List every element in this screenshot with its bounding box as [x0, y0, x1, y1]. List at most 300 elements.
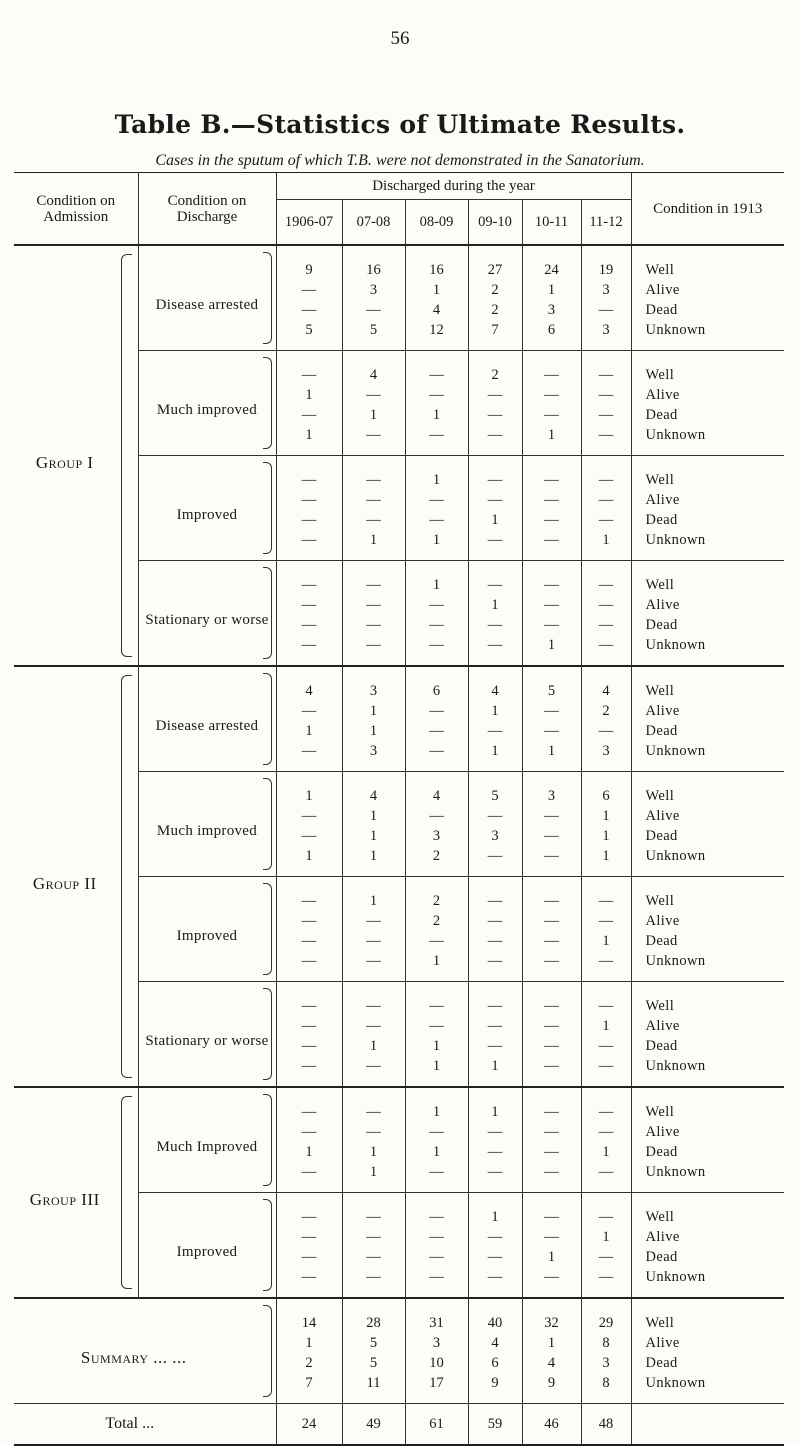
- total-value: 46: [522, 1404, 581, 1446]
- year-value: —: [276, 615, 342, 635]
- year-value: 2: [405, 846, 468, 877]
- year-value: —: [342, 425, 405, 456]
- year-value: —: [276, 280, 342, 300]
- year-value: —: [522, 1056, 581, 1087]
- year-value: 1: [276, 721, 342, 741]
- year-header: 08-09: [405, 200, 468, 246]
- year-value: —: [581, 721, 631, 741]
- year-value: 4: [342, 351, 405, 386]
- year-value: 2: [405, 877, 468, 912]
- year-value: —: [405, 1162, 468, 1193]
- year-value: 1: [405, 1036, 468, 1056]
- condition-text: Much Improved: [156, 1139, 258, 1155]
- year-value: 1: [522, 1247, 581, 1267]
- condition-1913-value: Unknown: [631, 1162, 784, 1193]
- year-value: —: [468, 530, 522, 561]
- year-value: —: [581, 595, 631, 615]
- summary-value: 11: [342, 1373, 405, 1404]
- discharge-condition-label: [138, 561, 276, 667]
- year-value: 1: [405, 1056, 468, 1087]
- summary-status: Unknown: [631, 1373, 784, 1404]
- summary-value: 31: [405, 1298, 468, 1333]
- condition-1913-value: Well: [631, 982, 784, 1017]
- total-value: 49: [342, 1404, 405, 1446]
- total-row: [14, 1404, 784, 1446]
- year-value: —: [468, 425, 522, 456]
- summary-value: 9: [522, 1373, 581, 1404]
- condition-text: Disease arrested: [155, 718, 259, 734]
- discharge-condition-label: [138, 666, 276, 772]
- year-value: 5: [342, 320, 405, 351]
- year-value: —: [342, 561, 405, 596]
- condition-1913-value: Well: [631, 1193, 784, 1228]
- summary-status: Well: [631, 1298, 784, 1333]
- summary-status: Alive: [631, 1333, 784, 1353]
- year-value: —: [581, 405, 631, 425]
- group-label: [14, 666, 138, 1087]
- year-value: —: [405, 615, 468, 635]
- year-value: —: [276, 490, 342, 510]
- year-value: 1: [405, 1087, 468, 1122]
- summary-value: 28: [342, 1298, 405, 1333]
- year-value: —: [522, 615, 581, 635]
- year-value: —: [468, 385, 522, 405]
- year-value: 5: [276, 320, 342, 351]
- year-value: —: [405, 1267, 468, 1298]
- year-value: —: [405, 1247, 468, 1267]
- year-value: —: [468, 490, 522, 510]
- year-value: —: [276, 1016, 342, 1036]
- year-value: 1: [468, 595, 522, 615]
- summary-value: 1: [522, 1333, 581, 1353]
- year-value: —: [581, 1122, 631, 1142]
- year-value: —: [522, 846, 581, 877]
- summary-label: [14, 1298, 276, 1404]
- year-value: 1: [342, 1142, 405, 1162]
- year-value: —: [522, 701, 581, 721]
- year-value: —: [276, 530, 342, 561]
- year-value: 1: [342, 701, 405, 721]
- year-value: —: [342, 951, 405, 982]
- condition-1913-value: Unknown: [631, 635, 784, 666]
- group-label: [14, 245, 138, 666]
- condition-1913-value: Unknown: [631, 951, 784, 982]
- condition-1913-value: Alive: [631, 806, 784, 826]
- condition-1913-value: Alive: [631, 1122, 784, 1142]
- year-value: —: [581, 1267, 631, 1298]
- year-value: —: [405, 385, 468, 405]
- year-value: 27: [468, 245, 522, 280]
- year-value: —: [342, 385, 405, 405]
- summary-value: 17: [405, 1373, 468, 1404]
- year-value: —: [522, 931, 581, 951]
- year-value: —: [522, 595, 581, 615]
- year-value: —: [522, 490, 581, 510]
- year-value: —: [276, 595, 342, 615]
- year-value: —: [276, 510, 342, 530]
- condition-1913-value: Alive: [631, 1227, 784, 1247]
- year-value: —: [342, 510, 405, 530]
- year-value: 1: [581, 1016, 631, 1036]
- discharge-condition-label: [138, 245, 276, 351]
- year-value: —: [342, 1267, 405, 1298]
- year-value: —: [276, 741, 342, 772]
- year-value: —: [522, 510, 581, 530]
- year-value: —: [405, 721, 468, 741]
- condition-1913-value: Alive: [631, 595, 784, 615]
- year-value: —: [276, 982, 342, 1017]
- year-value: —: [468, 806, 522, 826]
- condition-text: Improved: [176, 507, 238, 523]
- year-value: —: [405, 701, 468, 721]
- year-value: —: [276, 300, 342, 320]
- summary-row: [14, 1298, 784, 1333]
- year-value: 1: [405, 405, 468, 425]
- year-value: —: [581, 385, 631, 405]
- section-brace: [263, 778, 272, 870]
- year-value: —: [522, 1267, 581, 1298]
- year-value: —: [522, 1193, 581, 1228]
- year-value: —: [581, 456, 631, 491]
- year-value: —: [522, 982, 581, 1017]
- section-brace: [263, 988, 272, 1080]
- year-value: 24: [522, 245, 581, 280]
- year-value: 3: [468, 826, 522, 846]
- year-value: —: [342, 490, 405, 510]
- year-value: 3: [342, 280, 405, 300]
- year-value: —: [468, 456, 522, 491]
- section-brace: [263, 883, 272, 975]
- condition-1913-value: Unknown: [631, 846, 784, 877]
- year-value: —: [276, 561, 342, 596]
- condition-1913-value: Well: [631, 772, 784, 807]
- year-value: 1: [405, 530, 468, 561]
- year-value: 1: [342, 877, 405, 912]
- year-value: 1: [405, 561, 468, 596]
- summary-value: 4: [468, 1333, 522, 1353]
- year-value: —: [342, 595, 405, 615]
- year-value: —: [342, 1227, 405, 1247]
- year-value: —: [581, 1087, 631, 1122]
- year-value: —: [468, 1227, 522, 1247]
- year-value: —: [276, 1162, 342, 1193]
- section-brace: [263, 567, 272, 659]
- year-value: —: [581, 911, 631, 931]
- year-value: —: [276, 1267, 342, 1298]
- condition-1913-value: Dead: [631, 931, 784, 951]
- condition-1913-value: Dead: [631, 1036, 784, 1056]
- year-value: 4: [342, 772, 405, 807]
- year-value: 1: [581, 846, 631, 877]
- table-row: [14, 666, 784, 701]
- year-header: 1906-07: [276, 200, 342, 246]
- year-value: —: [405, 595, 468, 615]
- condition-1913-value: Unknown: [631, 1056, 784, 1087]
- year-value: 1: [276, 846, 342, 877]
- header-condition-1913: Condition in 1913: [631, 173, 784, 245]
- summary-value: 2: [276, 1353, 342, 1373]
- year-value: —: [581, 1162, 631, 1193]
- year-value: —: [276, 826, 342, 846]
- condition-1913-value: Unknown: [631, 741, 784, 772]
- condition-1913-value: Alive: [631, 280, 784, 300]
- year-value: 1: [581, 1227, 631, 1247]
- group-name: Group I: [35, 452, 94, 472]
- summary-brace: [263, 1305, 272, 1397]
- year-value: 1: [522, 741, 581, 772]
- year-value: —: [342, 456, 405, 491]
- year-value: —: [276, 1122, 342, 1142]
- year-value: 4: [405, 772, 468, 807]
- section-brace: [263, 673, 272, 765]
- year-value: 9: [276, 245, 342, 280]
- condition-1913-value: Dead: [631, 300, 784, 320]
- year-value: 16: [405, 245, 468, 280]
- year-value: —: [581, 1036, 631, 1056]
- year-value: —: [522, 951, 581, 982]
- year-value: —: [522, 911, 581, 931]
- year-value: 1: [405, 1142, 468, 1162]
- year-value: 1: [468, 510, 522, 530]
- summary-value: 8: [581, 1333, 631, 1353]
- table-row: [14, 1087, 784, 1122]
- discharge-condition-label: [138, 877, 276, 982]
- year-value: —: [342, 1122, 405, 1142]
- discharge-condition-label: [138, 456, 276, 561]
- year-value: —: [522, 1122, 581, 1142]
- year-value: —: [342, 1056, 405, 1087]
- year-value: 1: [581, 806, 631, 826]
- year-value: 1: [342, 806, 405, 826]
- table-subtitle: Cases in the sputum of which T.B. were not demonstrated in the Sanatorium.: [155, 152, 645, 169]
- year-value: —: [522, 530, 581, 561]
- year-value: —: [522, 351, 581, 386]
- year-value: 1: [468, 1087, 522, 1122]
- year-value: —: [581, 877, 631, 912]
- condition-1913-value: Dead: [631, 405, 784, 425]
- year-value: —: [581, 1247, 631, 1267]
- year-value: —: [405, 510, 468, 530]
- year-value: 1: [581, 530, 631, 561]
- condition-1913-value: Unknown: [631, 1267, 784, 1298]
- total-empty: [631, 1404, 784, 1446]
- year-value: —: [342, 931, 405, 951]
- year-value: —: [581, 300, 631, 320]
- summary-value: 7: [276, 1373, 342, 1404]
- summary-text: Summary ... ...: [80, 1348, 187, 1367]
- condition-1913-value: Unknown: [631, 425, 784, 456]
- year-value: 1: [342, 1162, 405, 1193]
- summary-value: 9: [468, 1373, 522, 1404]
- year-value: 2: [468, 280, 522, 300]
- statistics-table: [14, 172, 784, 1446]
- year-value: —: [276, 931, 342, 951]
- total-value: 61: [405, 1404, 468, 1446]
- year-value: —: [522, 385, 581, 405]
- summary-value: 6: [468, 1353, 522, 1373]
- year-value: 1: [468, 741, 522, 772]
- year-value: —: [276, 1056, 342, 1087]
- summary-value: 29: [581, 1298, 631, 1333]
- year-value: —: [522, 1016, 581, 1036]
- year-value: 1: [276, 1142, 342, 1162]
- group-brace: [121, 1096, 132, 1289]
- header-discharged-during: Discharged during the year: [276, 173, 631, 200]
- year-value: —: [342, 1087, 405, 1122]
- year-value: —: [522, 561, 581, 596]
- year-value: —: [276, 1227, 342, 1247]
- summary-value: 32: [522, 1298, 581, 1333]
- year-value: —: [276, 635, 342, 666]
- year-value: —: [581, 982, 631, 1017]
- condition-text: Disease arrested: [155, 297, 259, 313]
- summary-value: 4: [522, 1353, 581, 1373]
- year-value: —: [581, 490, 631, 510]
- year-value: 2: [405, 911, 468, 931]
- section-brace: [263, 1094, 272, 1186]
- year-value: —: [468, 846, 522, 877]
- year-value: —: [276, 1193, 342, 1228]
- year-value: 16: [342, 245, 405, 280]
- year-value: 1: [522, 280, 581, 300]
- year-value: 6: [405, 666, 468, 701]
- year-value: —: [581, 1056, 631, 1087]
- summary-value: 10: [405, 1353, 468, 1373]
- year-value: 2: [468, 300, 522, 320]
- table-title: Table B.—Statistics of Ultimate Results.: [114, 110, 686, 139]
- year-value: 1: [342, 721, 405, 741]
- year-value: —: [581, 1193, 631, 1228]
- year-header: 11-12: [581, 200, 631, 246]
- condition-1913-value: Alive: [631, 1016, 784, 1036]
- header-admission: Condition on Admission: [36, 192, 116, 225]
- year-value: —: [522, 1142, 581, 1162]
- year-value: 12: [405, 320, 468, 351]
- total-value: 24: [276, 1404, 342, 1446]
- year-value: 1: [342, 846, 405, 877]
- year-value: —: [581, 425, 631, 456]
- discharge-condition-label: [138, 1193, 276, 1299]
- year-value: 3: [522, 300, 581, 320]
- year-value: —: [342, 1016, 405, 1036]
- year-value: 7: [468, 320, 522, 351]
- condition-1913-value: Unknown: [631, 320, 784, 351]
- year-value: —: [522, 806, 581, 826]
- year-value: —: [276, 1087, 342, 1122]
- page-number: 56: [390, 28, 410, 49]
- year-value: 4: [405, 300, 468, 320]
- year-value: —: [522, 877, 581, 912]
- year-value: —: [405, 490, 468, 510]
- year-value: —: [581, 615, 631, 635]
- group-name: Group III: [29, 1189, 100, 1209]
- year-value: —: [522, 1036, 581, 1056]
- year-value: —: [522, 456, 581, 491]
- year-value: —: [581, 561, 631, 596]
- year-value: 4: [581, 666, 631, 701]
- year-value: 1: [468, 1056, 522, 1087]
- year-value: —: [468, 911, 522, 931]
- year-value: —: [405, 806, 468, 826]
- condition-1913-value: Alive: [631, 385, 784, 405]
- year-value: —: [405, 351, 468, 386]
- condition-1913-value: Well: [631, 877, 784, 912]
- condition-text: Stationary or worse: [145, 1033, 269, 1049]
- year-value: —: [405, 1122, 468, 1142]
- condition-1913-value: Alive: [631, 911, 784, 931]
- group-brace: [121, 675, 132, 1078]
- year-header: 07-08: [342, 200, 405, 246]
- condition-text: Much improved: [156, 823, 258, 839]
- summary-value: 5: [342, 1333, 405, 1353]
- year-value: —: [468, 1016, 522, 1036]
- year-value: —: [342, 1193, 405, 1228]
- year-value: —: [405, 1016, 468, 1036]
- year-value: 4: [276, 666, 342, 701]
- year-value: 1: [405, 951, 468, 982]
- year-value: —: [581, 635, 631, 666]
- year-value: —: [342, 615, 405, 635]
- year-value: 1: [276, 772, 342, 807]
- year-value: —: [276, 1247, 342, 1267]
- year-value: 19: [581, 245, 631, 280]
- summary-value: 40: [468, 1298, 522, 1333]
- discharge-condition-label: [138, 982, 276, 1088]
- year-value: —: [405, 931, 468, 951]
- year-value: —: [468, 1267, 522, 1298]
- year-value: 3: [342, 666, 405, 701]
- year-value: —: [276, 877, 342, 912]
- year-value: —: [276, 911, 342, 931]
- year-value: —: [276, 405, 342, 425]
- year-value: —: [468, 405, 522, 425]
- year-value: 1: [342, 405, 405, 425]
- group-brace: [121, 254, 132, 657]
- year-value: —: [405, 741, 468, 772]
- year-value: 5: [468, 772, 522, 807]
- year-value: 1: [405, 280, 468, 300]
- year-value: 2: [581, 701, 631, 721]
- year-value: —: [276, 806, 342, 826]
- year-value: —: [342, 1247, 405, 1267]
- group-name: Group II: [32, 873, 97, 893]
- year-value: —: [581, 351, 631, 386]
- year-value: —: [342, 911, 405, 931]
- condition-1913-value: Well: [631, 666, 784, 701]
- year-value: 3: [342, 741, 405, 772]
- year-value: 3: [581, 320, 631, 351]
- summary-status: Dead: [631, 1353, 784, 1373]
- year-value: —: [405, 635, 468, 666]
- summary-value: 3: [405, 1333, 468, 1353]
- year-value: —: [581, 510, 631, 530]
- header-discharge: Condition on Discharge: [138, 173, 276, 245]
- year-value: —: [276, 701, 342, 721]
- summary-value: 8: [581, 1373, 631, 1404]
- table-row: [14, 245, 784, 280]
- year-value: 1: [522, 635, 581, 666]
- section-brace: [263, 252, 272, 344]
- condition-1913-value: Dead: [631, 826, 784, 846]
- condition-1913-value: Well: [631, 456, 784, 491]
- year-value: —: [522, 826, 581, 846]
- section-brace: [263, 357, 272, 449]
- total-label: Total ...: [14, 1404, 276, 1446]
- condition-1913-value: Well: [631, 561, 784, 596]
- year-value: 3: [581, 280, 631, 300]
- year-value: —: [276, 1036, 342, 1056]
- year-value: —: [405, 1227, 468, 1247]
